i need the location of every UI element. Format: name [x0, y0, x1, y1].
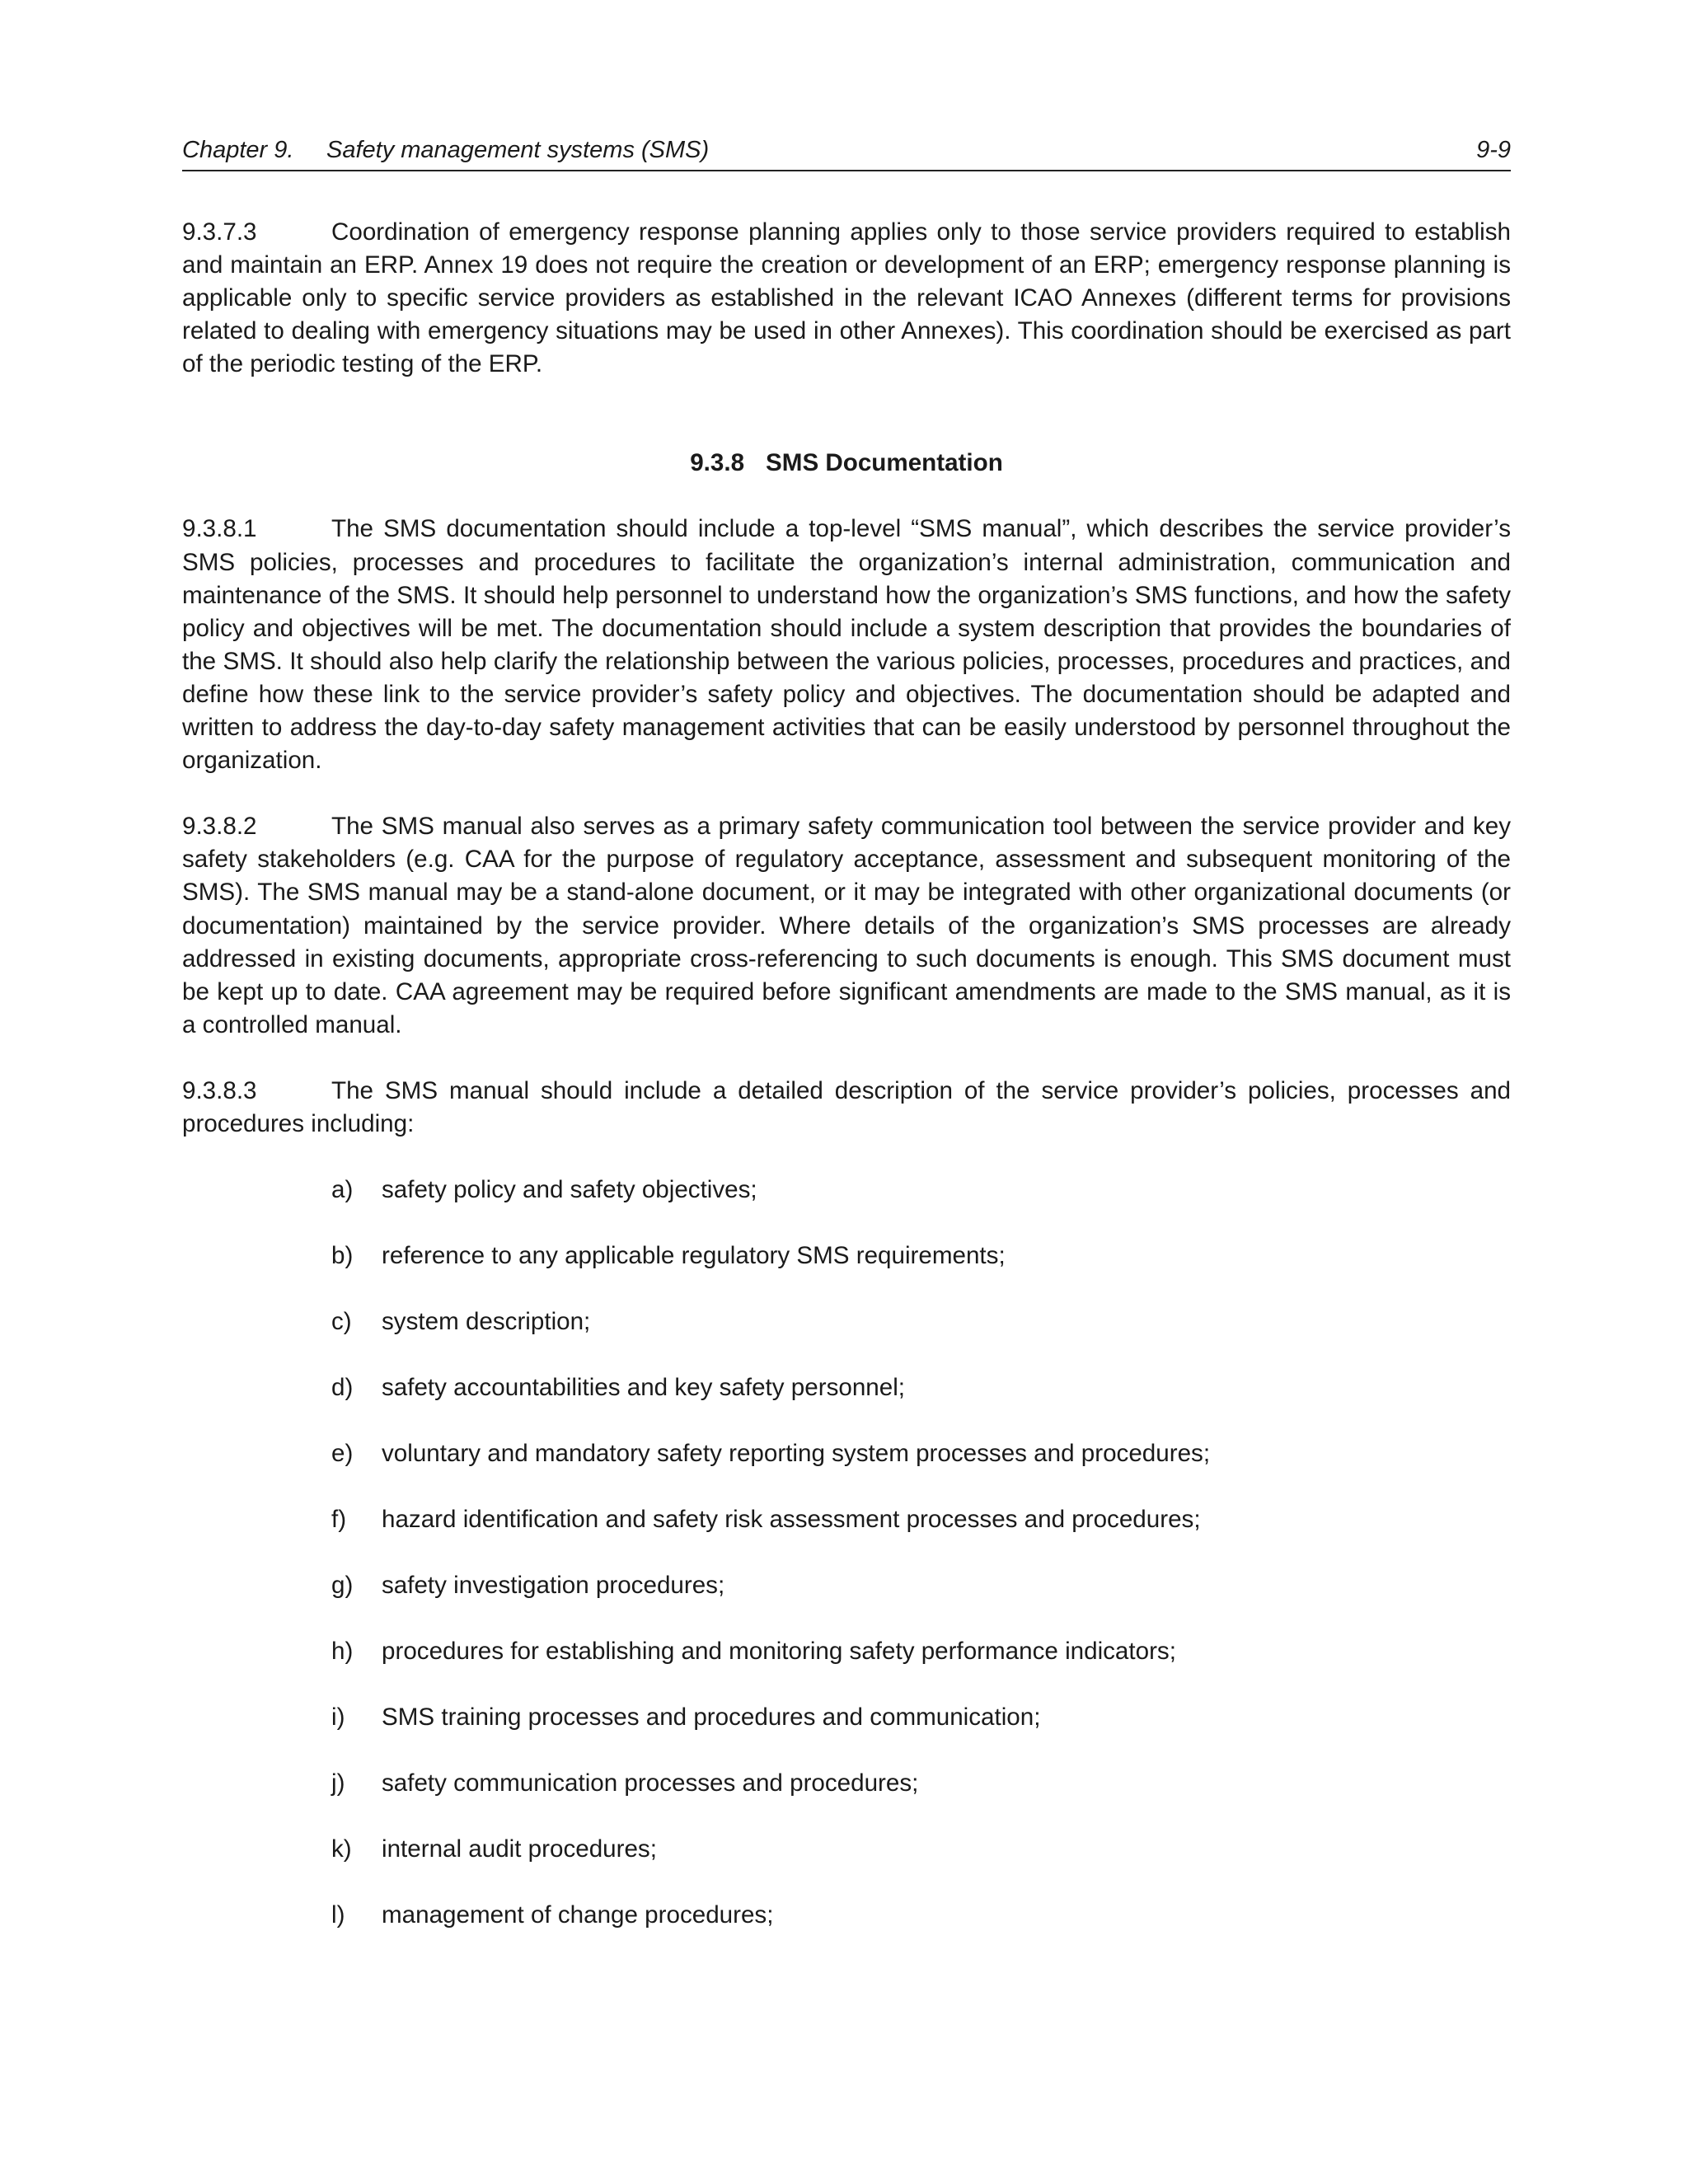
list-item [182, 1174, 1511, 1207]
list-item [182, 1503, 1511, 1536]
chapter-title: Safety management systems (SMS) [326, 137, 710, 163]
list-item [182, 1701, 1511, 1734]
paragraph-number: 9.3.8.2 [182, 813, 257, 841]
list-marker: g) [331, 1572, 354, 1600]
running-header [182, 134, 1511, 171]
list-item-text: voluntary and mandatory safety reporting system processes and procedures; [382, 1440, 1211, 1468]
list-item-text: safety communication processes and procedures; [382, 1769, 919, 1797]
list-item-text: procedures for establishing and monitoring safety performance indicators; [382, 1638, 1176, 1666]
list-item-text: safety investigation procedures; [382, 1572, 725, 1600]
document-page [182, 0, 1511, 2184]
section-title: SMS Documentation [766, 449, 1003, 477]
list-item-text: safety accountabilities and key safety personnel; [382, 1374, 905, 1402]
list-item-text: SMS training processes and procedures and communication; [382, 1704, 1041, 1732]
list-item [182, 1635, 1511, 1668]
paragraph-9-3-8-1 [182, 513, 1511, 777]
list-item [182, 1305, 1511, 1338]
list-item [182, 1371, 1511, 1404]
list-marker: l) [331, 1901, 345, 1929]
list-marker: e) [331, 1440, 354, 1468]
paragraph-text: The SMS manual also serves as a primary safety communication tool between the service provider and key safety stakeholders (e.g. CAA for the purpose of regulatory acceptance, assessment and subsequent monitoring of the SMS). The SMS manual may be a stand-alone document, or it may be integrated with other organizational documents (or documentation) maintained by the service provider. Where details of the organization’s SMS processes are already addressed in existing documents, appropriate cross-referencing to such documents is enough. This SMS document must be kept up to date. CAA agreement may be required before significant amendments are made to the SMS manual, as it is a controlled manual. [182, 813, 1511, 1038]
paragraph-9-3-8-2 [182, 810, 1511, 1042]
list-item-text: safety policy and safety objectives; [382, 1176, 757, 1204]
list-item-text: system description; [382, 1308, 591, 1336]
list-item [182, 1569, 1511, 1602]
list-item [182, 1833, 1511, 1866]
list-item [182, 1437, 1511, 1470]
list-item [182, 1899, 1511, 1932]
list-item-text: hazard identification and safety risk assessment processes and procedures; [382, 1506, 1201, 1534]
list-marker: k) [331, 1835, 352, 1863]
list-marker: a) [331, 1176, 354, 1204]
paragraph-text: The SMS manual should include a detailed description of the service provider’s policies, processes and procedures including: [182, 1076, 1511, 1137]
paragraph-9-3-7-3 [182, 216, 1511, 381]
paragraph-number: 9.3.8.1 [182, 515, 257, 543]
list-marker: c) [331, 1308, 352, 1336]
list-marker: h) [331, 1638, 354, 1666]
paragraph-text: The SMS documentation should include a top-level “SMS manual”, which describes the service provider’s SMS policies, processes and procedures to facilitate the organization’s internal administration, communication and maintenance of the SMS. It should help personnel to understand how the organization’s SMS functions, and how the safety policy and objectives will be met. The documentation should include a system description that provides the boundaries of the SMS. It should also help clarify the relationship between the various policies, processes, procedures and practices, and define how these link to the service provider’s safety policy and objectives. The documentation should be adapted and written to address the day-to-day safety management activities that can be easily understood by personnel throughout the organization. [182, 515, 1511, 775]
chapter-number: Chapter 9. [182, 137, 294, 163]
chapter-heading [182, 134, 709, 166]
page-body [182, 216, 1511, 1965]
sms-manual-contents-list [182, 1174, 1511, 1932]
list-marker: b) [331, 1242, 354, 1270]
paragraph-number: 9.3.7.3 [182, 218, 257, 246]
list-marker: i) [331, 1704, 345, 1732]
section-heading [182, 447, 1511, 480]
list-item [182, 1240, 1511, 1272]
paragraph-number: 9.3.8.3 [182, 1076, 257, 1104]
list-item [182, 1767, 1511, 1800]
page-number: 9-9 [1476, 137, 1511, 163]
list-marker: f) [331, 1506, 347, 1534]
section-number: 9.3.8 [690, 449, 745, 477]
paragraph-9-3-8-3 [182, 1075, 1511, 1141]
list-marker: d) [331, 1374, 354, 1402]
list-item-text: internal audit procedures; [382, 1835, 657, 1863]
list-marker: j) [331, 1769, 345, 1797]
list-item-text: management of change procedures; [382, 1901, 774, 1929]
paragraph-text: Coordination of emergency response planning applies only to those service providers required to establish and maintain an ERP. Annex 19 does not require the creation or development of an ERP; emergency response planning is applicable only to specific service providers as established in the relevant ICAO Annexes (different terms for provisions related to dealing with emergency situations may be used in other Annexes). This coordination should be exercised as part of the periodic testing of the ERP. [182, 218, 1511, 378]
list-item-text: reference to any applicable regulatory SMS requirements; [382, 1242, 1006, 1270]
